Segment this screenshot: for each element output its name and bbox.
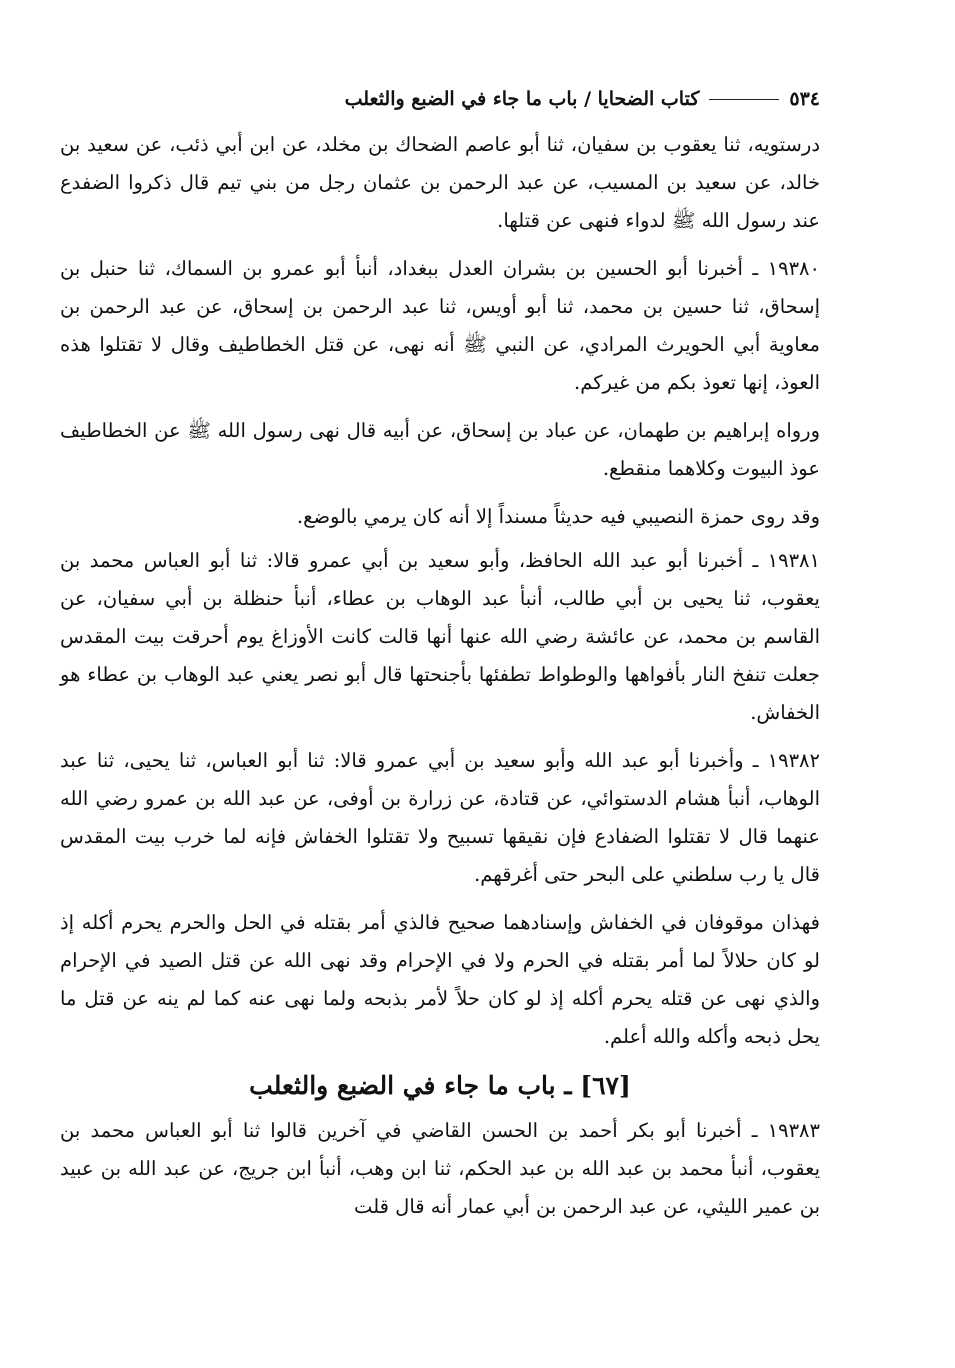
running-header xyxy=(60,78,820,120)
running-title: كتاب الضحايا / باب ما جاء في الضبع والثعلب xyxy=(344,88,700,110)
chapter-heading: [٦٧] ـ باب ما جاء في الضبع والثعلب xyxy=(249,1071,631,1100)
hadith-19382: ١٩٣٨٢ ـ وأخبرنا أبو عبد الله وأبو سعيد بن أبي عمرو قالا: ثنا أبو العباس، ثنا يحيى، ثنا عبد الوهاب، أنبأ هشام الدستوائي، عن قتادة، عن زرارة بن أوفى، عن عبد الله بن عمرو رضي الله عنهما قال لا تقتلوا الضفادع فإن نقيقها تسبيح ولا تقتلوا الخفاش فإنه لما خرب بيت المقدس قال يا رب سلطني على البحر حتى أغرقهم. xyxy=(60,749,820,886)
paragraph-riwaya: ورواه إبراهيم بن طهمان، عن عباد بن إسحاق، عن أبيه قال نهى رسول الله ﷺ عن الخطاطيف عوذ البيوت وكلاهما منقطع. xyxy=(60,419,820,480)
hadith-19380: ١٩٣٨٠ ـ أخبرنا أبو الحسين بن بشران العدل ببغداد، أنبأ أبو عمرو بن السماك، ثنا حنبل بن إسحاق، ثنا حسين بن محمد، ثنا أبو أويس، ثنا عبد الرحمن بن إسحاق، عن عبد الرحمن بن معاوية أبي الحويرث المرادي، عن النبي ﷺ أنه نهى، عن قتل الخطاطيف وقال لا تقتلوا هذه العوذ، إنها تعوذ بكم من غيركم. xyxy=(60,257,820,394)
page-number: ٥٣٤ xyxy=(789,88,820,110)
paragraph-commentary: فهذان موقوفان في الخفاش وإسنادهما صحيح فالذي أمر بقتله في الحل والحرم يحرم أكله إذ لو كان حلالاً لما أمر بقتله في الحرم ولا في الإحرام وقد نهى الله عن قتل الصيد في الإحرام والذي نهى عن قتله يحرم أكله إذ لو كان حلاً لأمر بذبحه ولما نهى عنه كما لم ينه عن قتل ما يحل ذبحه وأكله والله أعلم. xyxy=(60,911,820,1048)
hadith-19383: ١٩٣٨٣ ـ أخبرنا أبو بكر أحمد بن الحسن القاضي في آخرين قالوا ثنا أبو العباس محمد بن يعقوب، أنبأ محمد بن عبد الله بن عبد الحكم، ثنا ابن وهب، أنبأ ابن جريج، عن عبد الله بن عبيد بن عمير الليثي، عن عبد الرحمن بن أبي عمار أنه قال قلت xyxy=(60,1119,820,1218)
paragraph-continuation: درستويه، ثنا يعقوب بن سفيان، ثنا أبو عاصم الضحاك بن مخلد، عن ابن أبي ذئب، عن سعيد بن خالد، عن سعيد بن المسيب، عن عبد الرحمن بن عثمان رجل من بني تيم قال ذكروا الضفدع عند رسول الله ﷺ لدواء فنهى عن قتلها. xyxy=(60,133,820,232)
header-rule xyxy=(709,98,779,100)
hadith-19381: ١٩٣٨١ ـ أخبرنا أبو عبد الله الحافظ، وأبو سعيد بن أبي عمرو قالا: ثنا أبو العباس محمد بن يعقوب، ثنا يحيى بن أبي طالب، أنبأ عبد الوهاب بن عطاء، أنبأ حنظلة بن أبي سفيان، عن القاسم بن محمد، عن عائشة رضي الله عنها أنها قالت كانت الأوزاغ يوم أحرقت بيت المقدس جعلت تنفخ النار بأفواهها والوطواط تطفئها بأجنحتها قال أبو نصر يعني عبد الوهاب بن عطاء هو الخفاش. xyxy=(60,549,820,724)
paragraph-hamza: وقد روى حمزة النصيبي فيه حديثاً مسنداً إلا أنه كان يرمي بالوضع. xyxy=(296,505,820,528)
document-page xyxy=(60,78,820,1348)
